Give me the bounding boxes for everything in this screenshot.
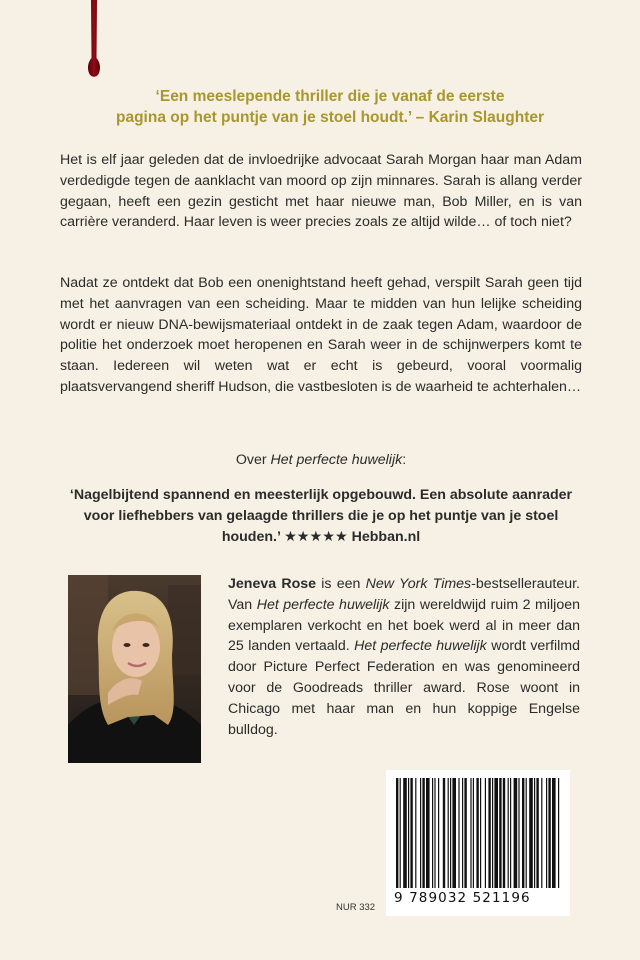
- author-bio: [228, 574, 580, 740]
- barcode-bar: [503, 778, 505, 888]
- barcode-bar: [410, 778, 412, 888]
- barcode-bar: [480, 778, 481, 888]
- bio-text-3: zijn wereldwijd ruim 2 miljoen exemplaren verkocht en het boek werd al in meer dan 25 landen vertaald.: [228, 596, 580, 655]
- barcode-bar: [415, 778, 416, 888]
- barcode-bar: [508, 778, 509, 888]
- barcode-bar: [473, 778, 474, 888]
- barcode-bar: [494, 778, 498, 888]
- over-suffix: :: [402, 452, 407, 468]
- barcode-bar: [452, 778, 456, 888]
- pull-quote-line-2: pagina op het puntje van je stoel houdt.’ – Karin Slaughter: [115, 109, 545, 126]
- barcode-bar: [422, 778, 424, 888]
- barcode-bar: [426, 778, 430, 888]
- barcode-bar: [514, 778, 518, 888]
- pull-quote-line-1: ‘Een meeslepende thriller die je vanaf de eerste: [155, 88, 505, 105]
- isbn-number: 9 789032 521196: [394, 890, 531, 906]
- author-name: Jeneva Rose: [228, 576, 317, 592]
- bio-book-title-1: Het perfecte huwelijk: [256, 596, 390, 613]
- barcode-bar: [488, 778, 490, 888]
- barcode-bar: [408, 778, 409, 888]
- nur-code: NUR 332: [336, 902, 376, 913]
- barcode-bars: [394, 778, 562, 888]
- barcode-bar: [400, 778, 401, 888]
- barcode-bar: [396, 778, 398, 888]
- author-photo: [68, 575, 201, 763]
- review-quote-hebban: ‘Nagelbijtend spannend en meesterlijk opgebouwd. Een absolute aanrader voor liefhebbers van gelaagde thrillers die je op het puntje van je stoel houden.’ ★★★★★ Hebban.nl: [69, 487, 573, 545]
- barcode-bar: [492, 778, 493, 888]
- barcode-bar: [462, 778, 463, 888]
- barcode-bar: [432, 778, 433, 888]
- bio-text-4: wordt verfilmd door Picture Perfect Federation en was genomineerd voor de Goodreads thriller award. Rose woont in Chicago met haar man en hun koppige Engelse bulldog.: [228, 638, 580, 738]
- barcode-bar: [541, 778, 542, 888]
- blurb-paragraph-1: Het is elf jaar geleden dat de invloedrijke advocaat Sarah Morgan haar man Adam verdedigde tegen de aanklacht van moord op zijn minnares. Sarah is allang verder gegaan, heeft een gezin gesticht met haar nieuwe man, Bob Miller, en is van carrière veranderd. Haar leven is weer precies zoals ze altijd wilde… of toch niet?: [60, 152, 582, 231]
- barcode-bar: [443, 778, 445, 888]
- barcode-bar: [552, 778, 556, 888]
- over-heading: [60, 450, 582, 470]
- barcode-bar: [536, 778, 538, 888]
- barcode-bar: [438, 778, 439, 888]
- barcode-bar: [546, 778, 547, 888]
- barcode-bar: [403, 778, 407, 888]
- over-book-title: Het perfecte huwelijk: [270, 452, 403, 468]
- barcode-bar: [458, 778, 459, 888]
- barcode-bar: [450, 778, 451, 888]
- barcode-bar: [510, 778, 511, 888]
- barcode-bar: [434, 778, 435, 888]
- bio-text-1: is een: [316, 576, 366, 592]
- barcode-bar: [529, 778, 533, 888]
- blood-drip-graphic: [84, 0, 104, 82]
- over-prefix: Over: [235, 452, 271, 468]
- barcode-bar: [526, 778, 527, 888]
- bio-nyt: New York Times: [365, 576, 472, 592]
- barcode-bar: [522, 778, 524, 888]
- pull-quote-karin-slaughter: [60, 86, 600, 128]
- barcode: [386, 770, 570, 916]
- barcode-bar: [558, 778, 559, 888]
- barcode-bar: [448, 778, 449, 888]
- blurb-paragraph-2: Nadat ze ontdekt dat Bob een onenightstand heeft gehad, verspilt Sarah geen tijd met het aanvragen van een scheiding. Maar te midden van hun lelijke scheiding wordt er nieuw DNA-bewijsmateriaal ontdekt in de zaak tegen Adam, waardoor de politie het onderzoek moet heropenen en Sarah weer in de schijnwerpers komt te staan. Iedereen wil weten wat er echt is gebeurd, vooral voormalig plaatsvervangend sheriff Hudson, die vastbesloten is de waarheid te achterhalen…: [60, 275, 582, 395]
- barcode-bar: [470, 778, 471, 888]
- bio-text-2: -bestsellerauteur. Van: [228, 576, 580, 613]
- barcode-bar: [420, 778, 421, 888]
- bio-book-title-2: Het perfecte huwelijk: [354, 638, 487, 655]
- barcode-bar: [464, 778, 466, 888]
- barcode-bar: [476, 778, 478, 888]
- barcode-bar: [534, 778, 535, 888]
- barcode-bar: [518, 778, 519, 888]
- barcode-bar: [485, 778, 486, 888]
- barcode-bar: [499, 778, 501, 888]
- barcode-bar: [548, 778, 550, 888]
